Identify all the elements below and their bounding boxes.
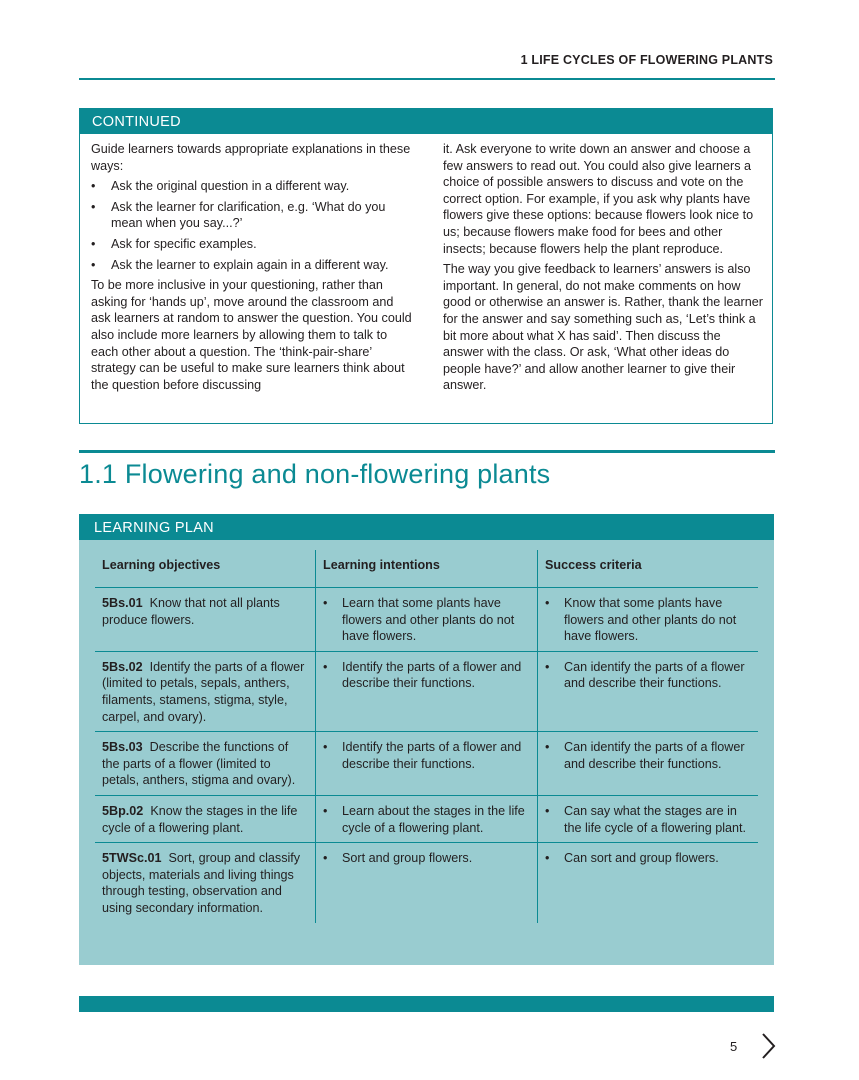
- page-number: 5: [730, 1039, 738, 1054]
- continued-right-column: [443, 141, 763, 398]
- list-item: • Ask for specific examples.: [91, 236, 257, 251]
- criteria-cell: • Can identify the parts of a flower and describe their functions.: [538, 651, 759, 731]
- criteria-cell: • Can say what the stages are in the life cycle of a flowering plant.: [538, 795, 759, 842]
- objective-text: Describe the functions of the parts of a flower (limited to petals, anthers, stigma and ovary).: [102, 740, 296, 788]
- objective-cell: [95, 588, 316, 652]
- objective-code: 5Bp.02: [102, 803, 144, 818]
- bullet-icon: •: [323, 659, 328, 674]
- objective-text: Know that not all plants produce flowers.: [102, 596, 280, 627]
- objective-text: Know the stages in the life cycle of a flowering plant.: [102, 803, 298, 835]
- bullet-icon: •: [91, 179, 96, 194]
- intention-cell: • Identify the parts of a flower and describe their functions.: [316, 651, 538, 731]
- continued-paragraph: it. Ask everyone to write down an answer and choose a few answers to read out. You could also give learners a choice of possible answers to discuss and vote on the correct option. For example, if you ask why plants have flowers give these options: because flowers look nice to us; because flowers make food for bees and other insects; because flowers help the plant reproduce.: [443, 142, 754, 256]
- continued-header: CONTINUED: [80, 109, 772, 134]
- continued-paragraph: To be more inclusive in your questioning, rather than asking for ‘hands up’, move around the classroom and ask learners at random to answer the question. You could also include more learners by allowing them to talk to each other about a question. The ‘think-pair-share’ strategy can be useful to make sure learners think about the question before discussing: [91, 278, 412, 392]
- bullet-icon: •: [545, 596, 550, 610]
- intention-cell: • Learn that some plants have flowers and other plants do not have flowers.: [316, 588, 538, 652]
- bullet-icon: •: [91, 199, 96, 214]
- column-header: Learning objectives: [95, 550, 316, 588]
- criteria-cell: • Can identify the parts of a flower and describe their functions.: [538, 732, 759, 796]
- learning-plan-header: LEARNING PLAN: [79, 514, 774, 540]
- column-header: Success criteria: [538, 550, 759, 588]
- bullet-icon: •: [545, 851, 550, 866]
- chevron-right-icon[interactable]: [757, 1031, 779, 1061]
- table-header-row: [95, 550, 758, 588]
- column-header: Learning intentions: [316, 550, 538, 588]
- table-row: [95, 843, 758, 923]
- objective-text: Identify the parts of a flower (limited to petals, sepals, anthers, filaments, stamens, stigma, style, carpel, and ovary).: [102, 659, 305, 724]
- objective-code: 5TWSc.01: [102, 851, 162, 866]
- bullet-icon: •: [323, 851, 328, 866]
- bullet-icon: •: [545, 803, 550, 818]
- header-rule: [79, 78, 775, 80]
- list-item: • Ask the learner to explain again in a different way.: [91, 257, 389, 272]
- objective-cell: [95, 651, 316, 731]
- bullet-icon: •: [545, 740, 550, 755]
- objective-code: 5Bs.03: [102, 740, 143, 755]
- continued-paragraph: The way you give feedback to learners’ answers is also important. In general, do not make comments on how good or otherwise an answer is. Rather, thank the learner for the answer and say something such as, ‘Let’s think a bit more about what X has said’. Then discuss the answer with the class. Or ask, ‘What other ideas do people have?’ and allow another learner to give their answer.: [443, 262, 763, 393]
- intention-cell: • Learn about the stages in the life cycle of a flowering plant.: [316, 795, 538, 842]
- table-row: [95, 795, 758, 842]
- objective-cell: [95, 795, 316, 842]
- objective-cell: [95, 732, 316, 796]
- table-row: [95, 732, 758, 796]
- learning-plan-table: [95, 550, 758, 923]
- bullet-icon: •: [323, 803, 328, 818]
- objective-cell: [95, 843, 316, 923]
- bullet-icon: •: [323, 596, 328, 610]
- running-head: 1 LIFE CYCLES OF FLOWERING PLANTS: [520, 53, 773, 67]
- bullet-icon: •: [91, 236, 96, 251]
- objective-code: 5Bs.01: [102, 596, 143, 610]
- bullet-icon: •: [323, 740, 328, 755]
- table-row: [95, 651, 758, 731]
- list-item: • Ask the learner for clarification, e.g. ‘What do you mean when you say...?’: [91, 199, 386, 231]
- intention-cell: • Identify the parts of a flower and describe their functions.: [316, 732, 538, 796]
- bullet-icon: •: [545, 659, 550, 674]
- criteria-cell: • Can sort and group flowers.: [538, 843, 759, 923]
- objective-code: 5Bs.02: [102, 659, 143, 674]
- guidance-list: [91, 178, 416, 273]
- table-row: [95, 588, 758, 652]
- continued-box: [79, 108, 773, 424]
- continued-intro: Guide learners towards appropriate explanations in these ways:: [91, 142, 411, 173]
- list-item: • Ask the original question in a different way.: [91, 179, 350, 194]
- footer-bar: [79, 996, 774, 1012]
- objective-text: Sort, group and classify objects, materials and living things through testing, observation and using secondary information.: [102, 851, 301, 915]
- criteria-cell: • Know that some plants have flowers and other plants do not have flowers.: [538, 588, 759, 652]
- section-rule: [79, 450, 775, 453]
- intention-cell: • Sort and group flowers.: [316, 843, 538, 923]
- learning-plan-box: [79, 514, 774, 965]
- bullet-icon: •: [91, 257, 96, 272]
- section-title: 1.1 Flowering and non-flowering plants: [79, 459, 551, 489]
- continued-left-column: [91, 141, 416, 397]
